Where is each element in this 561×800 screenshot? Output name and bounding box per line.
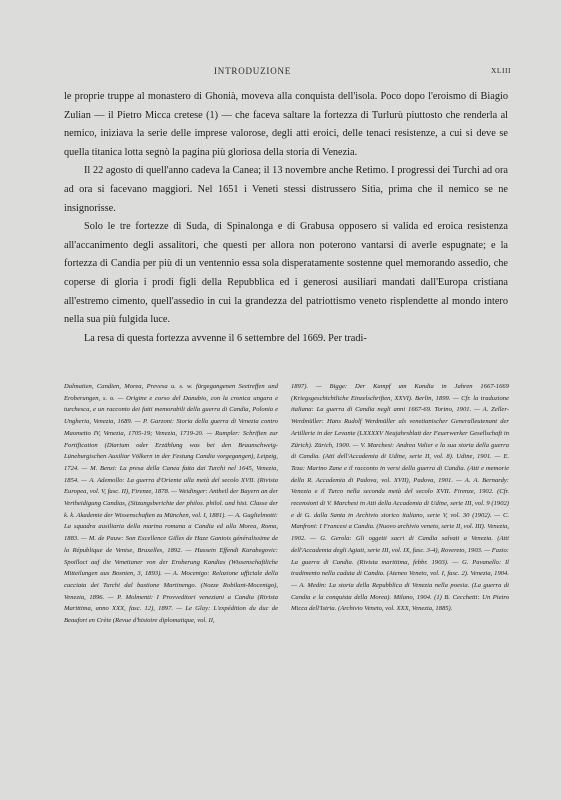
footnote-column-left [64, 381, 278, 627]
paragraph: le proprie truppe al monastero di Ghonià, moveva alla conquista dell'isola. Poco dopo l'eroismo di Biagio Zulian — il Pietro Micca cretese (1) — che faceva saltare la fortezza di Turlurù piuttosto che renderla al nemico, iniziava la serie delle imprese valorose, degli atti eroici, delle tenaci resistenze, a cui si deve se quella titanica lotta segnò la pagina più gloriosa della storia di Venezia. [64, 91, 508, 158]
main-text [64, 88, 508, 348]
paragraph: La resa di questa fortezza avvenne il 6 settembre del 1669. Per tradi- [84, 332, 367, 344]
footnote-text: Dalmatien, Candien, Morea, Prevesa u. s. w. fürgegangenen Seetreffen und Eroberungen, s. o. — Origine e corso del Danubio, con la cronica ungara e turchesca, e un racconto dei fatti memorabili della guerra di Candia, Polonia e Ungheria, Venezia, 1689. — P. Garzoni: Storia della guerra di Venezia contro Maometto IV, Venezia, 1705-19; Venezia, 1719-20. — Rumpler: Schriften zur Fortification (Diarium oder Erzählung was bei den Braunschweig-Lüneburgischen Auxiliar Völkern in der Festung Candia vorgegangen), Leipzig, 1724. — M. Benzi: La presa della Canea fatta dai Turchi nel 1645, Venezia, 1854. — A. Ademollo: La guerra d'Oriente alla metà del secolo XVII. (Rivista Europea, vol. V, fasc. II), Firenze, 1878. — Weidinger: Antheil der Bayern an der Vertheidigung Candias, (Sitzungsberichte der philos. philol. und hist. Classe der k. k. Akademie der Wissenschaften zu München, vol. I, 1881). — A. Guglielmotti: La squadra ausiliaria della marina romana a Candia ed alla Morea, Roma, 1883. — M. de Pauw: Son Excellence Gilles de Haze Gantois généralissime de la République de Venise, Bruxelles, 1892. — Hussein Effendi Karabegovic: Spoilloci auf die Venetianer von der Eroberung Kandias (Wissenschaftliche Mitteilungen aus Bosnien, 3, 1893). — A. Mocenigo: Relazione ufficiale della cacciata dei Turchi dal bastione Martinengo. (Nozze Robilant-Mocenigo), Venezia, 1896. — P. Molmenti: I Provveditori veneziani a Candia (Rivista Marittima, anno XXX, fasc. 12), 1897. — Le Glay: L'expédition du duc de Beaufort en Crète (Revue d'histoire diplomatique, vol. II, [64, 383, 279, 625]
paragraph: Solo le tre fortezze di Suda, di Spinalonga e di Grabusa opposero si valida ed eroica resistenza all'accanimento degli assalitori, che questi per allora non poterono vantarsi di averle espugnate; e la fortezza di Candia per più di un ventennio essa sola disperatamente sostenne quel memorando assedio, che coperse di gloria i prodi figli della Repubblica ed i generosi ausiliari mandati dall'Europa cristiana all'estremo cimento, quell'assedio in cui la grandezza del patriottismo veneto risplendette al mondo intero nella sua più fulgida luce. [64, 221, 508, 326]
paragraph: Il 22 agosto di quell'anno cadeva la Canea; il 13 novembre anche Retimo. I progressi dei Turchi ad ora ad ora si facevano maggiori. Nel 1651 i Veneti stessi distrussero Sitìa, prima che il nemico se ne insignorisse. [64, 165, 508, 214]
footnote-text: 1897). — Bigge: Der Kampf um Kandia in Jahren 1667-1669 (Kriegsgeschichtliche Einzelschriften, XXVI). Berlin, 1899. — Cfr. la traduzione italiana: La guerra di Candia negli anni 1667-69. Torino, 1901. — A. Zeller-Werdmüller: Hans Rudolf Werdmüller als venetianischer Generalleutenant der Artillerie in der Levante (LXXXXV Neujahrsblatt der Feuerwerker Gesellschaft in Zürich). Zürich, 1900. — V. Marchesi: Andrea Valier e la sua storia della guerra di Candia. (Atti dell'Accademia di Udine, serie II, vol. 8). Udine, 1901. — E. Teza: Marino Zane e il racconto in versi della guerra di Candia. (Atti e memorie della R. Accademia di Padova, vol. XVII), Padova, 1901. — A. A. Bernardy: Venezia e il Turco nella seconda metà del secolo XVII. Firenze, 1902. (Cfr. recensioni di V. Marchesi in Atti della Accademia di Udine, serie III, vol. 9 (1902) e di G. dalla Santa in Archivio storico italiano, serie V, vol. 30 (1902). — C. Manfroni: I Francesi a Candia. (Nuovo archivio veneto, serie II, vol. III). Venezia, 1902. — G. Gerola: Gli oggetti sacri di Candia salvati a Venezia. (Atti dell'Accademia degli Agiati, serie III, vol. IX, fasc. 3-4), Rovereto, 1903. — Fazio: La guerra di Candia. (Rivista marittima, febbr. 1903). — G. Pavanello: Il tradimento nella caduta di Candia. (Ateneo Veneto, vol. I, fasc. 2). Venezia, 1904. — A. Medin: La storia della Repubblica di Venezia nella poesia. (La guerra di Candia e la conquista della Morea). Milano, 1904. (1) B. Cecchetti: Un Pietro Micca dell'Istria. (Archivio Veneto, vol. XXX, Venezia, 1885). [291, 383, 509, 613]
footnote-column-right [291, 381, 509, 615]
running-title: INTRODUZIONE [214, 66, 292, 76]
page-number: XLIII [491, 66, 511, 75]
